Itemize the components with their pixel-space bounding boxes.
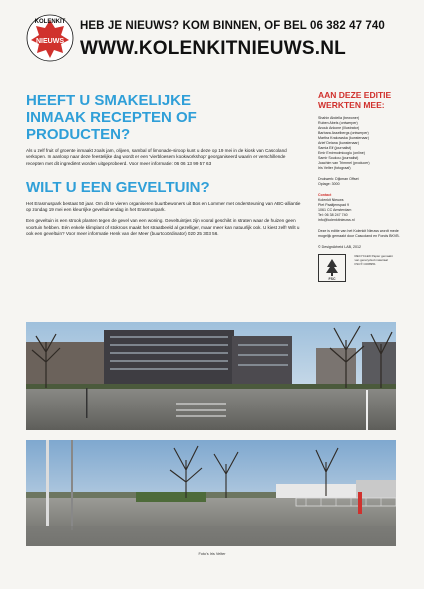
credit-line: Anouk Ankone (illustrator) [318,126,360,130]
credit-line: Arief Deiana (kunstenaar) [318,141,359,145]
header-phone-line: HEB JE NIEUWS? KOM BINNEN, OF BEL 06 382 47 740 [80,20,385,32]
sponsor-note: Deze is editie van het Kolenkit Nieuws wordt mede mogelijk gemaakt door Cascoland en Fonds BKVB. [318,229,400,238]
svg-text:KOLENKIT: KOLENKIT [34,19,66,25]
credit-line: Barbara Asselbergs (ontwerper) [318,131,369,135]
main-column [26,92,302,237]
article2-body1: Het Erasmuspark bestaat 50 jaar. Om dit te vieren organiseren buurtbewoners uit Bos en Lommer met ondersteuning van ABC-alliantie op zondag 19 mei een kleurrijke geveltuinendag in het Erasmuspark. [26,200,301,213]
credits-heading: AAN DEZE EDITIE WERKTEN MEE: [318,90,392,110]
credit-line: Shahin Abdella (bewoner) [318,116,360,120]
svg-text:NIEUWS: NIEUWS [36,38,64,45]
header-website[interactable]: WWW.KOLENKITNIEUWS.NL [80,38,346,59]
kolenkit-logo [26,14,74,62]
contact-label: Contact [318,193,332,197]
article1-heading: HEEFT U SMAKELIJKE INMAAK RECEPTEN OF PRODUCTEN? [26,92,197,143]
credit-line: Samia Elf (journalist) [318,146,352,150]
photo-caption: Foto's Iris Velter [198,552,226,556]
credit-line: Joachim van Trimmel (producer) [318,161,370,165]
contact-email[interactable]: info@kolenkitnieuws.nl [318,218,355,222]
article2-body2: Een geveltuin is een strook planten tegen de gevel van een woning. Geveltuintjes zijn vooral geschikt in straten waar de huizen geen voortuin hebben. Eén enkele klimplant of stokroos maakt het straatbeeld al gezelliger, maar meer kan natuurlijk ook. U kiest zelf! Wilt u ook een geveltuin? Voor meer informatie Henk van der Meer (buurtcoördinator) 020 25 303 56. [26,218,300,237]
contact-line: Kolenkit Nieuws [318,198,344,202]
recycled-label: RECYCLED Papier gemaakt van gerecycled materiaal FSC® C008951 [354,254,393,266]
panorama-photo-playground [26,440,396,546]
article1-body: Als u zelf fruit of groente inmaakt zoals jam, olijven, sambal of limonade-siroop kunt u deze op 19 mei in de kiosk van Cascoland verkopen. In aanloop naar deze feestelijke dag wordt er een 'vierbloesem kookworkshop' georganiseerd waarin er verschillende recepten met dit ingrediënt worden uitgeprobeerd. Voor meer informatie: 06 06 13 99 57 63 [26,148,287,166]
credit-line: Iris Velter (fotograaf) [318,166,351,170]
fsc-label: FSC [328,277,336,281]
credits-sidebar [318,90,408,282]
print-info: Drukwerk: Dijkman Offset [318,177,359,181]
print-run: Oplage: 3000 [318,182,340,186]
credit-line: Emir Emirmolmicoglu (online) [318,151,365,155]
fsc-logo-icon [318,254,346,282]
copyright: © DesignArbeid LAB, 2012 [318,245,362,249]
contact-line: Tel: 06 38 247 740 [318,213,348,217]
credit-line: Samir Soukou (journalist) [318,156,359,160]
panorama-photo-apartments [26,322,396,430]
credit-line: Ruben Abels (ontwerper) [318,121,358,125]
contact-line: Piet Paaltjenspad 9 [318,203,349,207]
article2-heading: WILT U EEN GEVELTUIN? [26,178,210,196]
credit-line: Martha Krakowska (kunstenaar) [318,136,369,140]
contact-line: 1061 CC Amsterdam [318,208,352,212]
